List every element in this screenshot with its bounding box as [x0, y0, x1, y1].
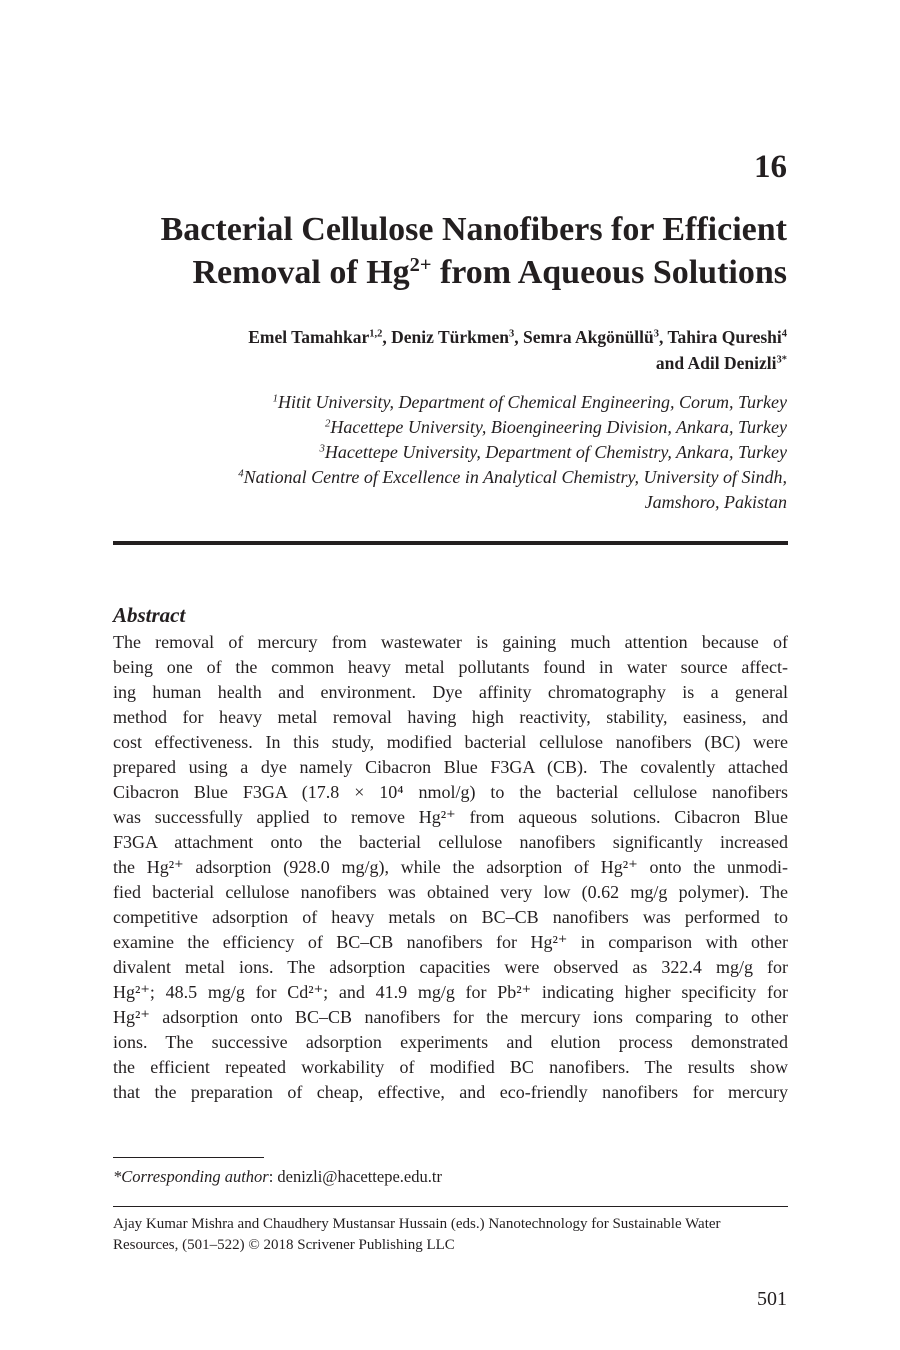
affiliation-1: $^1$Hitit University, Department of Chemical Engineering, Corum, Turkey	[272, 392, 787, 412]
footnote-divider	[113, 1157, 264, 1158]
affiliation-3: $^3$Hacettepe University, Department of Chemistry, Ankara, Turkey	[319, 442, 787, 462]
abstract-line: ions. The successive adsorption experiments and elution process demonstrated	[113, 1032, 788, 1052]
header-divider	[113, 541, 788, 545]
chapter-number: 16	[754, 149, 787, 185]
publication-line-1: Ajay Kumar Mishra and Chaudhery Mustansar Hussain (eds.) Nanotechnology for Sustainable Water	[113, 1216, 721, 1232]
abstract-line: prepared using a dye namely Cibacron Blue F3GA (CB). The covalently attached	[113, 757, 788, 777]
title-line-2: Removal of $Hg^{2+}$ from Aqueous Solutions	[192, 253, 787, 291]
abstract-line: examine the efficiency of BC–CB nanofibers for Hg²⁺ in comparison with other	[113, 932, 788, 952]
author-line-1: Emel Tamahkar$^{1,2}$, Deniz Türkmen$^3$, Semra Akgönüllü$^3$, Tahira Qureshi$^4$	[248, 327, 787, 347]
abstract-line: ing human health and environment. Dye affinity chromatography is a general	[113, 682, 788, 702]
abstract-line: method for heavy metal removal having high reactivity, stability, easiness, and	[113, 707, 788, 727]
publication-info	[113, 1214, 788, 1256]
publication-line-2: Resources, (501–522) © 2018 Scrivener Publishing LLC	[113, 1237, 455, 1253]
chapter-title	[67, 208, 787, 294]
abstract-line: the efficient repeated workability of modified BC nanofibers. The results show	[113, 1057, 788, 1077]
abstract-line: The removal of mercury from wastewater is gaining much attention because of	[113, 632, 788, 652]
abstract-line: that the preparation of cheap, effective, and eco-friendly nanofibers for mercury	[113, 1082, 788, 1102]
abstract-heading: Abstract	[113, 603, 186, 627]
abstract-text	[113, 630, 788, 1105]
publication-divider	[113, 1206, 788, 1207]
affiliations	[67, 390, 787, 515]
affiliation-4: $^4$National Centre of Excellence in Analytical Chemistry, University of Sindh,	[238, 467, 787, 487]
abstract-line: fied bacterial cellulose nanofibers was obtained very low (0.62 mg/g polymer). The	[113, 882, 788, 902]
title-line-1: Bacterial Cellulose Nanofibers for Efficient	[160, 211, 787, 248]
author-line-2: and Adil Denizli$^{3*}$	[655, 353, 787, 373]
author-list	[67, 324, 787, 376]
abstract-line: Hg²⁺ adsorption onto BC–CB nanofibers for the mercury ions comparing to other	[113, 1007, 788, 1027]
abstract-line: divalent metal ions. The adsorption capacities were observed as 322.4 mg/g for	[113, 957, 788, 977]
abstract-line: the Hg²⁺ adsorption (928.0 mg/g), while the adsorption of Hg²⁺ onto the unmodi-	[113, 857, 788, 877]
affiliation-2: $^2$Hacettepe University, Bioengineering Division, Ankara, Turkey	[325, 417, 787, 437]
footnote-label: *Corresponding author	[113, 1167, 269, 1186]
abstract-line: Hg²⁺; 48.5 mg/g for Cd²⁺; and 41.9 mg/g for Pb²⁺ indicating higher specificity for	[113, 982, 788, 1002]
abstract-line: being one of the common heavy metal pollutants found in water source affect-	[113, 657, 788, 677]
abstract-line: was successfully applied to remove Hg²⁺ from aqueous solutions. Cibacron Blue	[113, 807, 788, 827]
abstract-line: cost effectiveness. In this study, modified bacterial cellulose nanofibers (BC) were	[113, 732, 788, 752]
page-number: 501	[757, 1288, 787, 1310]
corresponding-author-note	[113, 1166, 442, 1188]
abstract-line: competitive adsorption of heavy metals on BC–CB nanofibers was performed to	[113, 907, 788, 927]
abstract-line: F3GA attachment onto the bacterial cellulose nanofibers significantly increased	[113, 832, 788, 852]
affiliation-4-cont: Jamshoro, Pakistan	[644, 492, 787, 512]
corresponding-email: : denizli@hacettepe.edu.tr	[268, 1167, 442, 1186]
abstract-line: Cibacron Blue F3GA (17.8 × 10⁴ nmol/g) to the bacterial cellulose nanofibers	[113, 782, 788, 802]
